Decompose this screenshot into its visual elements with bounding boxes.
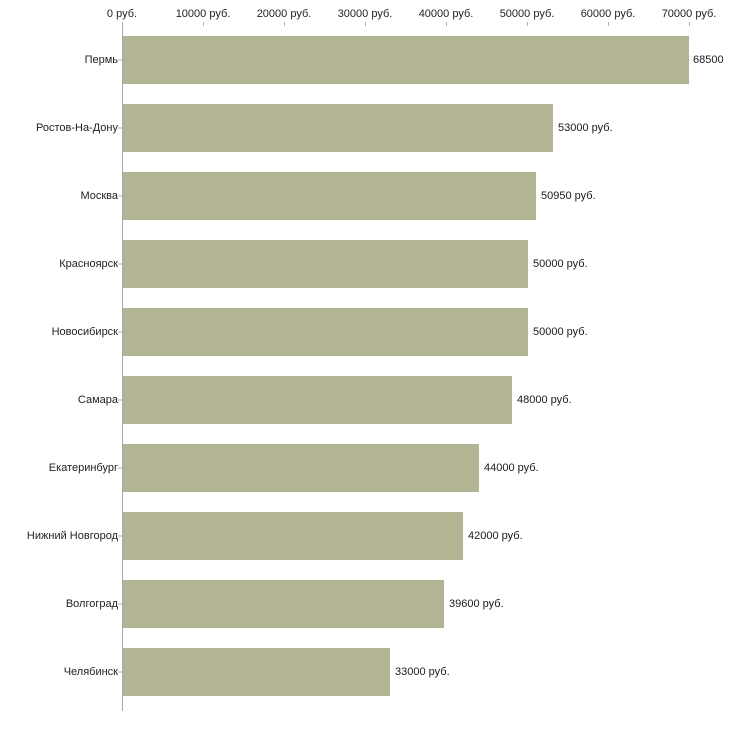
bar-value-label: 68500 (693, 54, 724, 66)
bar[interactable] (123, 580, 444, 628)
category-label: Нижний Новгород (26, 530, 118, 542)
bar-row (0, 94, 730, 162)
category-label: Самара (77, 394, 118, 406)
bar[interactable] (123, 172, 536, 220)
bar-value-label: 53000 руб. (558, 122, 613, 134)
category-label: Ростов-На-Дону (35, 122, 118, 134)
y-axis-tick-mark (118, 332, 122, 333)
x-axis-tick-label: 40000 руб. (418, 8, 474, 20)
y-axis-tick-mark (118, 60, 122, 61)
bar-row (0, 230, 730, 298)
bar-value-label: 33000 руб. (395, 666, 450, 678)
bar-row (0, 162, 730, 230)
bar-row (0, 26, 730, 94)
y-axis-tick-mark (118, 128, 122, 129)
category-label: Пермь (84, 54, 118, 66)
bar-row (0, 502, 730, 570)
x-axis-tick-label: 0 руб. (106, 8, 138, 20)
bar-value-label: 50000 руб. (533, 326, 588, 338)
category-label: Москва (80, 190, 118, 202)
bar-row (0, 298, 730, 366)
y-axis-tick-mark (118, 264, 122, 265)
bar-value-label: 48000 руб. (517, 394, 572, 406)
y-axis-tick-mark (118, 536, 122, 537)
x-axis (0, 0, 730, 26)
bar[interactable] (123, 308, 528, 356)
category-label: Волгоград (65, 598, 118, 610)
y-axis-tick-mark (118, 672, 122, 673)
bar[interactable] (123, 376, 512, 424)
x-axis-tick-label: 10000 руб. (175, 8, 231, 20)
bar[interactable] (123, 512, 463, 560)
category-label: Красноярск (59, 258, 118, 270)
bar-row (0, 434, 730, 502)
bar-row (0, 570, 730, 638)
bar[interactable] (123, 648, 390, 696)
x-axis-tick-label: 60000 руб. (580, 8, 636, 20)
bar-value-label: 50950 руб. (541, 190, 596, 202)
y-axis-tick-mark (118, 196, 122, 197)
category-label: Новосибирск (51, 326, 118, 338)
bar-value-label: 42000 руб. (468, 530, 523, 542)
bar[interactable] (123, 104, 553, 152)
category-label: Екатеринбург (48, 462, 118, 474)
y-axis-tick-mark (118, 400, 122, 401)
bar[interactable] (123, 240, 528, 288)
bar-row (0, 638, 730, 706)
bar[interactable] (123, 444, 479, 492)
x-axis-tick-label: 30000 руб. (337, 8, 393, 20)
category-label: Челябинск (63, 666, 118, 678)
x-axis-tick-label: 20000 руб. (256, 8, 312, 20)
bar[interactable] (123, 36, 689, 84)
x-axis-tick-label: 50000 руб. (499, 8, 555, 20)
bar-value-label: 44000 руб. (484, 462, 539, 474)
bar-row (0, 366, 730, 434)
y-axis-tick-mark (118, 604, 122, 605)
bar-value-label: 39600 руб. (449, 598, 504, 610)
x-axis-tick-label: 70000 руб. (661, 8, 717, 20)
bar-value-label: 50000 руб. (533, 258, 588, 270)
y-axis-tick-mark (118, 468, 122, 469)
plot-area (0, 26, 730, 716)
